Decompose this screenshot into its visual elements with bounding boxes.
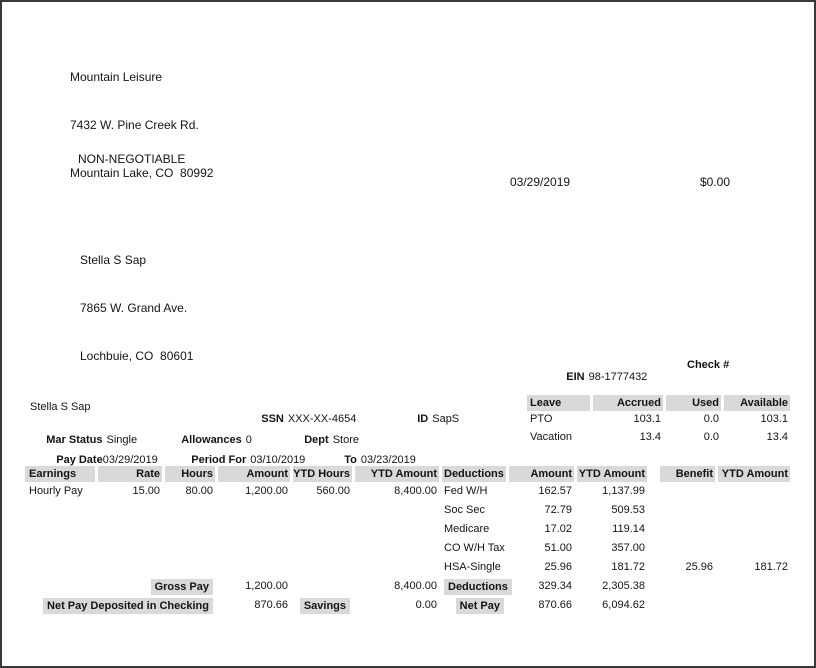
- employee-address-line1: 7865 W. Grand Ave.: [80, 301, 188, 315]
- col-header-rate: Rate: [98, 466, 162, 482]
- pay-table: [25, 466, 790, 617]
- net-deposit-label-cell: [25, 598, 215, 614]
- gross-pay-ytd: 8,400.00: [394, 580, 437, 592]
- deductions-total-ytd: 2,305.38: [602, 580, 645, 592]
- col-header-ytd-amount: YTD Amount: [355, 466, 439, 482]
- dept-value: Store: [332, 434, 359, 446]
- leave-available: 13.4: [766, 431, 788, 443]
- company-address-line1: 7432 W. Pine Creek Rd.: [70, 118, 199, 132]
- deductions-total-label: Deductions: [444, 579, 512, 595]
- deduction-amount: 17.02: [544, 523, 572, 535]
- deductions-total-label-cell: [442, 579, 506, 595]
- leave-accrued: 13.4: [639, 431, 661, 443]
- earning-name: Hourly Pay: [29, 485, 83, 497]
- deduction-amount: 72.79: [544, 504, 572, 516]
- col-header-deductions: Deductions: [442, 466, 506, 482]
- deduction-name: Soc Sec: [444, 504, 485, 516]
- net-pay-label: Net Pay: [456, 598, 504, 614]
- period-from-value: 03/10/2019: [250, 454, 306, 466]
- col-header-deduction-ytd: YTD Amount: [578, 468, 645, 480]
- col-header-ytd-hours: YTD Hours: [293, 468, 350, 480]
- col-header-benefit: Benefit: [660, 466, 715, 482]
- deduction-amount: 162.57: [538, 485, 572, 497]
- pay-row-2: [25, 503, 790, 522]
- pay-date-value: 03/29/2019: [102, 454, 158, 466]
- leave-col-header-available: Available: [724, 395, 790, 411]
- allowances-value: 0: [245, 434, 252, 446]
- earning-hours: 80.00: [185, 485, 213, 497]
- employee-address-line2: Lochbuie, CO 80601: [80, 349, 194, 363]
- leave-col-header-accrued: Accrued: [593, 395, 663, 411]
- ein-label: EIN: [566, 371, 585, 383]
- net-deposit-label: Net Pay Deposited in Checking: [43, 598, 213, 614]
- company-address-block: [70, 37, 213, 213]
- ein-value: 98-1777432: [588, 371, 648, 383]
- pay-row-5: [25, 560, 790, 579]
- pay-row-4: [25, 541, 790, 560]
- deduction-ytd: 1,137.99: [602, 485, 645, 497]
- pay-row-3: [25, 522, 790, 541]
- check-number-label: Check #: [687, 359, 730, 371]
- check-amount: $0.00: [700, 175, 731, 189]
- leave-row-vacation: [527, 430, 790, 448]
- net-pay-label-cell: [442, 598, 506, 614]
- deduction-ytd: 181.72: [611, 561, 645, 573]
- leave-table: [527, 395, 790, 448]
- leave-type: PTO: [530, 413, 553, 425]
- deduction-ytd: 509.53: [611, 504, 645, 516]
- marital-status-label: Mar Status: [46, 434, 103, 446]
- deduction-name: Fed W/H: [444, 485, 488, 497]
- earning-rate: 15.00: [132, 485, 160, 497]
- net-pay-amount: 870.66: [538, 599, 572, 611]
- leave-used: 0.0: [703, 413, 719, 425]
- pay-date-label: Pay Date: [56, 454, 103, 466]
- gross-pay-label-cell: [98, 579, 215, 595]
- benefit-amount: 25.96: [685, 561, 713, 573]
- net-deposit-amount: 870.66: [254, 599, 288, 611]
- leave-available: 103.1: [760, 413, 788, 425]
- earning-ytd-amount: 8,400.00: [394, 485, 437, 497]
- period-to-value: 03/23/2019: [360, 454, 416, 466]
- gross-pay-row: [25, 579, 790, 598]
- net-pay-row: [25, 598, 790, 617]
- leave-row-pto: [527, 412, 790, 430]
- earning-ytd-hours: 560.00: [316, 485, 350, 497]
- pay-row-1: [25, 484, 790, 503]
- earning-amount: 1,200.00: [245, 485, 288, 497]
- leave-header-row: [527, 395, 790, 412]
- deduction-ytd: 357.00: [611, 542, 645, 554]
- pay-table-header-row: [25, 466, 790, 484]
- deductions-total-amount: 329.34: [538, 580, 572, 592]
- period-for-label: Period For: [191, 454, 247, 466]
- deduction-name: CO W/H Tax: [444, 542, 505, 554]
- ein-field: [554, 359, 647, 395]
- col-header-benefit-ytd: YTD Amount: [718, 466, 790, 482]
- savings-label-cell: [293, 598, 352, 614]
- non-negotiable-stamp: NON-NEGOTIABLE: [78, 152, 186, 166]
- ssn-label: SSN: [261, 413, 284, 425]
- deduction-amount: 25.96: [544, 561, 572, 573]
- deduction-name: HSA-Single: [444, 561, 501, 573]
- period-to-label: To: [344, 454, 357, 466]
- deduction-name: Medicare: [444, 523, 490, 535]
- ssn-value: XXX-XX-4654: [287, 413, 357, 425]
- deduction-amount: 51.00: [544, 542, 572, 554]
- leave-used: 0.0: [703, 431, 719, 443]
- marital-status-value: Single: [106, 434, 138, 446]
- col-header-hours: Hours: [165, 466, 215, 482]
- employee-id-value: SapS: [432, 413, 460, 425]
- savings-amount: 0.00: [415, 599, 437, 611]
- gross-pay-label: Gross Pay: [151, 579, 213, 595]
- check-date: 03/29/2019: [510, 175, 571, 189]
- benefit-ytd: 181.72: [754, 561, 788, 573]
- col-header-amount: Amount: [218, 466, 290, 482]
- company-name: Mountain Leisure: [70, 70, 163, 84]
- dept-label: Dept: [304, 434, 329, 446]
- leave-type: Vacation: [530, 431, 572, 443]
- leave-col-header-leave: Leave: [527, 395, 590, 411]
- employee-id-field: [405, 401, 459, 437]
- leave-col-header-used: Used: [666, 395, 721, 411]
- employee-address-block: [80, 220, 193, 396]
- allowances-label: Allowances: [181, 434, 242, 446]
- leave-accrued: 103.1: [633, 413, 661, 425]
- company-address-line2: Mountain Lake, CO 80992: [70, 166, 214, 180]
- employee-name: Stella S Sap: [80, 253, 147, 267]
- col-header-deduction-amount: Amount: [509, 466, 574, 482]
- employee-id-label: ID: [417, 413, 429, 425]
- net-pay-ytd: 6,094.62: [602, 599, 645, 611]
- gross-pay-amount: 1,200.00: [245, 580, 288, 592]
- info-employee-name: Stella S Sap: [30, 401, 91, 413]
- deduction-ytd: 119.14: [612, 523, 645, 535]
- col-header-earnings: Earnings: [25, 466, 95, 482]
- savings-label: Savings: [300, 598, 350, 614]
